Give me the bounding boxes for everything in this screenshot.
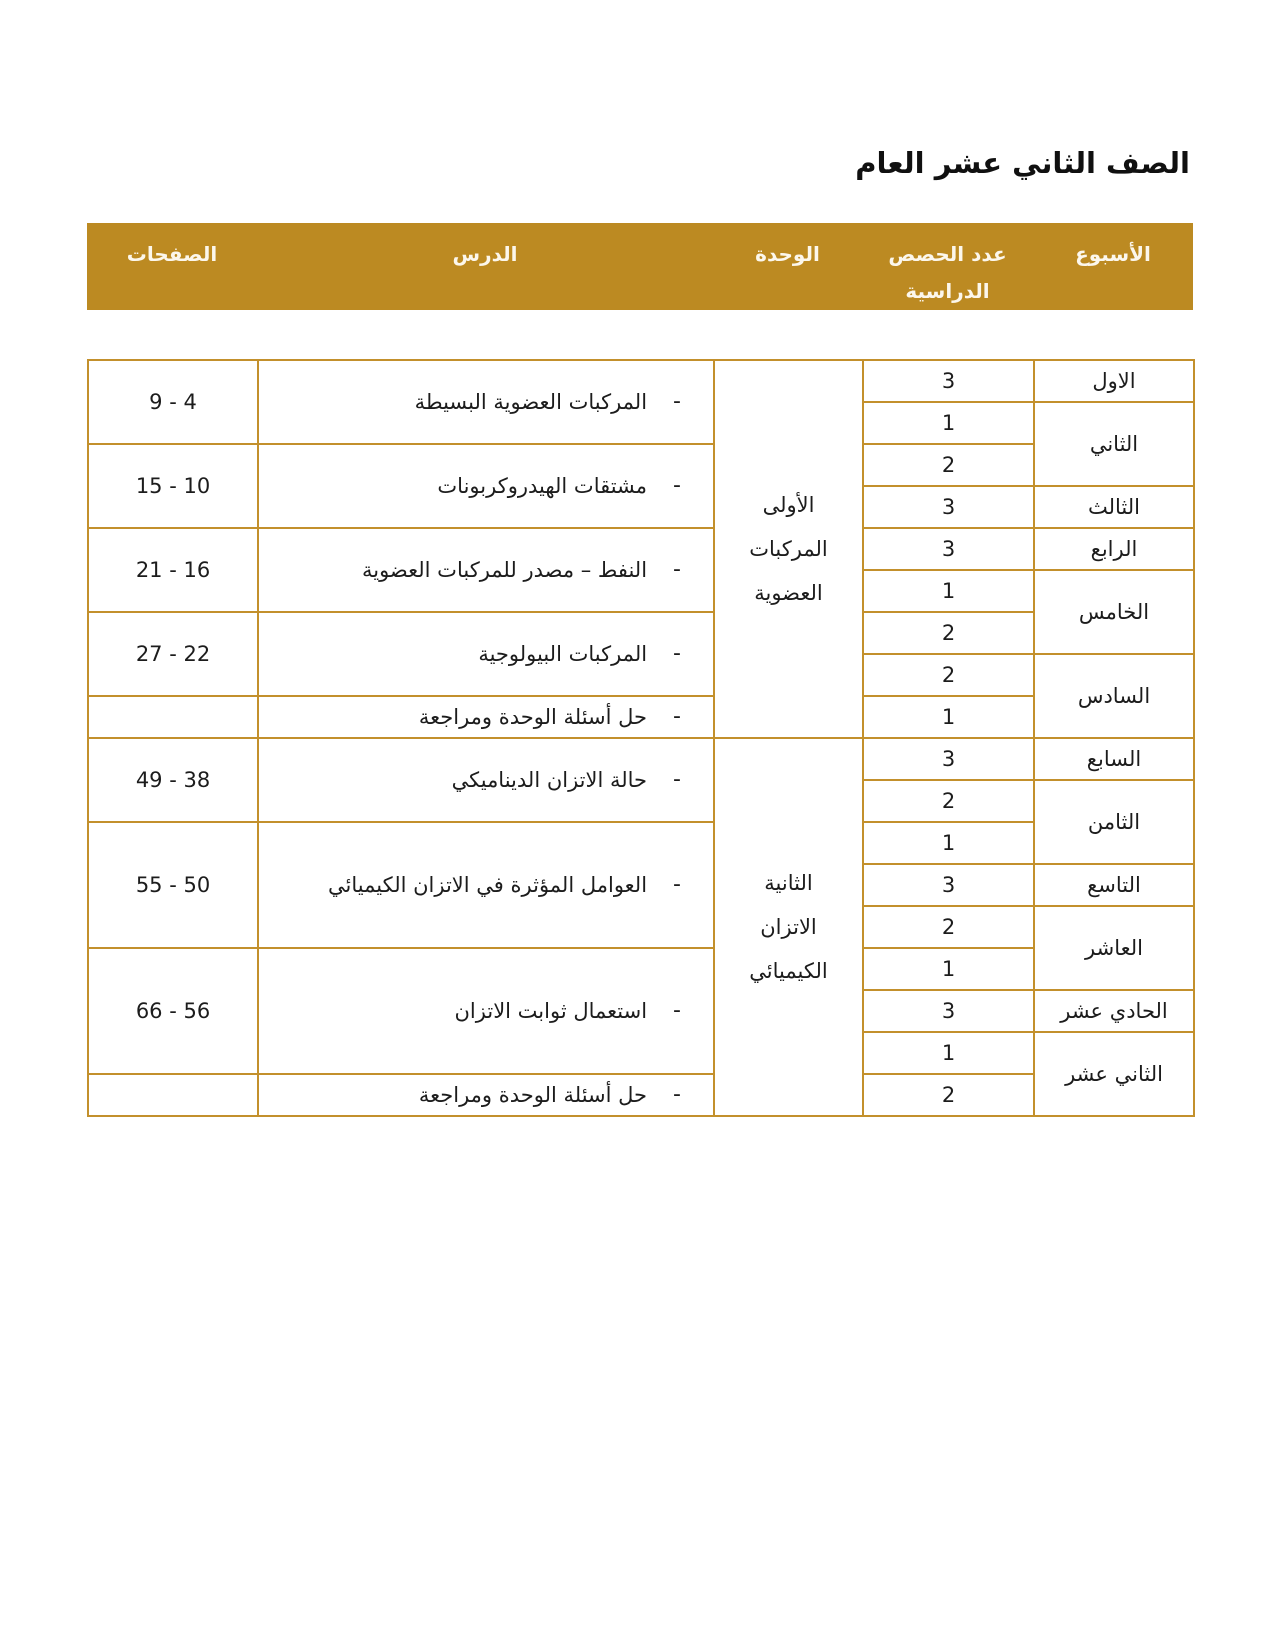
lesson-title: حل أسئلة الوحدة ومراجعة bbox=[418, 705, 648, 729]
periods-count-cell: 2 bbox=[863, 780, 1034, 822]
lesson-bullet: - bbox=[673, 998, 681, 1023]
lesson-line bbox=[259, 387, 713, 417]
periods-count-cell: 3 bbox=[863, 990, 1034, 1032]
week-cell: الثامن bbox=[1034, 780, 1194, 864]
lesson-cell bbox=[258, 696, 714, 738]
header-periods-line2: الدراسية bbox=[905, 279, 990, 303]
lesson-title: المركبات العضوية البسيطة bbox=[414, 390, 648, 414]
pages-cell: 15 - 10 bbox=[88, 444, 258, 528]
periods-count-cell: 3 bbox=[863, 486, 1034, 528]
week-cell: الثالث bbox=[1034, 486, 1194, 528]
lesson-cell bbox=[258, 822, 714, 948]
periods-count-cell: 1 bbox=[863, 822, 1034, 864]
periods-count-cell: 1 bbox=[863, 402, 1034, 444]
unit-name-line: الأولى bbox=[762, 493, 815, 517]
table-body-wrap bbox=[87, 359, 1193, 1117]
week-cell: الخامس bbox=[1034, 570, 1194, 654]
lesson-cell bbox=[258, 1074, 714, 1116]
header-week: الأسبوع bbox=[1075, 242, 1151, 266]
table-row bbox=[88, 444, 1194, 486]
lesson-cell bbox=[258, 444, 714, 528]
lesson-cell bbox=[258, 612, 714, 696]
week-cell: الرابع bbox=[1034, 528, 1194, 570]
unit-name-line: الثانية bbox=[764, 871, 813, 895]
periods-count-cell: 1 bbox=[863, 696, 1034, 738]
week-cell: العاشر bbox=[1034, 906, 1194, 990]
week-cell: الثاني bbox=[1034, 402, 1194, 486]
lesson-bullet: - bbox=[673, 872, 681, 897]
lesson-cell bbox=[258, 738, 714, 822]
table-row bbox=[88, 822, 1194, 864]
page-title: الصف الثاني عشر العام bbox=[855, 146, 1190, 180]
pages-cell: 55 - 50 bbox=[88, 822, 258, 948]
lesson-line bbox=[259, 870, 713, 900]
pages-cell: 49 - 38 bbox=[88, 738, 258, 822]
lesson-line bbox=[259, 555, 713, 585]
week-cell: الحادي عشر bbox=[1034, 990, 1194, 1032]
periods-count-cell: 2 bbox=[863, 612, 1034, 654]
lesson-bullet: - bbox=[673, 557, 681, 582]
pages-cell: 66 - 56 bbox=[88, 948, 258, 1074]
lesson-title: حالة الاتزان الديناميكي bbox=[451, 768, 648, 792]
lesson-line bbox=[259, 765, 713, 795]
lesson-bullet: - bbox=[673, 389, 681, 414]
periods-count-cell: 1 bbox=[863, 948, 1034, 990]
lesson-cell bbox=[258, 528, 714, 612]
periods-count-cell: 1 bbox=[863, 1032, 1034, 1074]
periods-count-cell: 2 bbox=[863, 654, 1034, 696]
pages-cell: 21 - 16 bbox=[88, 528, 258, 612]
lesson-title: مشتقات الهيدروكربونات bbox=[437, 474, 648, 498]
unit-cell bbox=[714, 738, 863, 1116]
lesson-bullet: - bbox=[673, 767, 681, 792]
unit-name-line: الكيميائي bbox=[749, 959, 828, 983]
table-row bbox=[88, 360, 1194, 402]
pages-cell bbox=[88, 696, 258, 738]
pages-cell bbox=[88, 1074, 258, 1116]
header-periods bbox=[862, 223, 1033, 310]
lesson-bullet: - bbox=[673, 704, 681, 729]
lesson-title: العوامل المؤثرة في الاتزان الكيميائي bbox=[328, 873, 648, 897]
table-header-row bbox=[87, 223, 1193, 310]
header-unit: الوحدة bbox=[755, 242, 820, 266]
schedule-table bbox=[87, 359, 1195, 1117]
periods-count-cell: 3 bbox=[863, 360, 1034, 402]
table-row bbox=[88, 612, 1194, 654]
lesson-title: استعمال ثوابت الاتزان bbox=[454, 999, 648, 1023]
table-row bbox=[88, 948, 1194, 990]
periods-count-cell: 3 bbox=[863, 864, 1034, 906]
lesson-bullet: - bbox=[673, 1082, 681, 1107]
schedule-table-body bbox=[88, 360, 1194, 1116]
unit-name-line: الاتزان bbox=[760, 915, 817, 939]
header-periods-line1: عدد الحصص bbox=[888, 242, 1007, 266]
periods-count-cell: 2 bbox=[863, 1074, 1034, 1116]
unit-name-line: المركبات bbox=[749, 537, 828, 561]
periods-count-cell: 3 bbox=[863, 738, 1034, 780]
lesson-line bbox=[259, 471, 713, 501]
week-cell: الثاني عشر bbox=[1034, 1032, 1194, 1116]
periods-count-cell: 2 bbox=[863, 906, 1034, 948]
lesson-title: المركبات البيولوجية bbox=[478, 642, 648, 666]
week-cell: السابع bbox=[1034, 738, 1194, 780]
week-cell: الاول bbox=[1034, 360, 1194, 402]
lesson-title: حل أسئلة الوحدة ومراجعة bbox=[418, 1083, 648, 1107]
lesson-line bbox=[259, 639, 713, 669]
periods-count-cell: 1 bbox=[863, 570, 1034, 612]
week-cell: السادس bbox=[1034, 654, 1194, 738]
lesson-bullet: - bbox=[673, 473, 681, 498]
lesson-line bbox=[259, 702, 713, 732]
table-row bbox=[88, 696, 1194, 738]
header-pages: الصفحات bbox=[126, 242, 218, 266]
week-cell: التاسع bbox=[1034, 864, 1194, 906]
table-row bbox=[88, 738, 1194, 780]
periods-count-cell: 2 bbox=[863, 444, 1034, 486]
lesson-line bbox=[259, 996, 713, 1026]
lesson-bullet: - bbox=[673, 641, 681, 666]
periods-count-cell: 3 bbox=[863, 528, 1034, 570]
lesson-title: النفط – مصدر للمركبات العضوية bbox=[361, 558, 648, 582]
pages-cell: 9 - 4 bbox=[88, 360, 258, 444]
lesson-cell bbox=[258, 948, 714, 1074]
lesson-line bbox=[259, 1080, 713, 1110]
pages-cell: 27 - 22 bbox=[88, 612, 258, 696]
header-lesson: الدرس bbox=[452, 242, 518, 266]
table-row bbox=[88, 1074, 1194, 1116]
lesson-cell bbox=[258, 360, 714, 444]
unit-cell bbox=[714, 360, 863, 738]
table-row bbox=[88, 528, 1194, 570]
unit-name-line: العضوية bbox=[754, 581, 823, 605]
